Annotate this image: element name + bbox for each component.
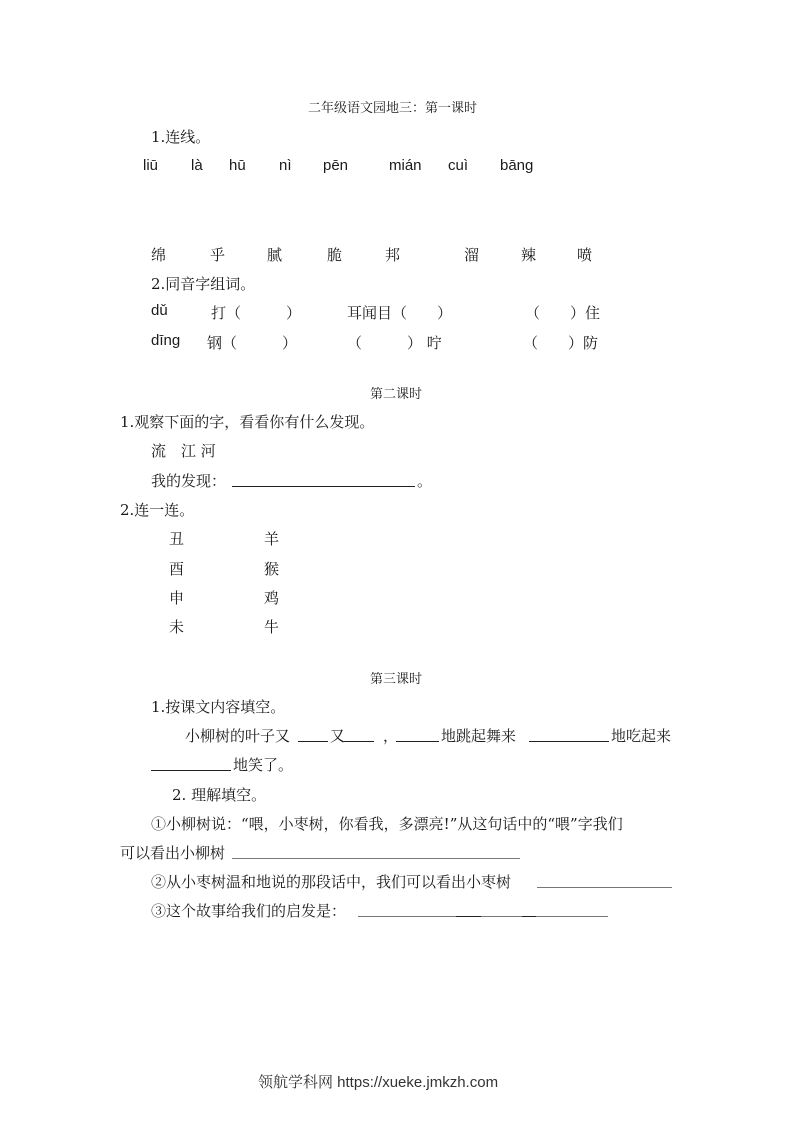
fill-text-d: 地跳起舞来 <box>441 727 517 745</box>
row1-item-c: （ ）住 <box>525 304 601 322</box>
lesson2-title: 第二课时 <box>370 387 423 402</box>
row1-pinyin: dǔ <box>151 302 168 319</box>
row2-item-c: （ ）防 <box>523 334 599 352</box>
fill-text-b: 又 <box>330 727 346 745</box>
pinyin-la: là <box>191 157 203 174</box>
lesson2-chars: 流 江 河 <box>151 442 216 460</box>
zodiac-left-2: 酉 <box>169 560 185 578</box>
hanzi-cui: 脆 <box>327 246 343 264</box>
fill-text-f: 地笑了。 <box>233 756 294 774</box>
hanzi-hu: 乎 <box>210 246 226 264</box>
item3-answer-mark-1 <box>456 916 481 917</box>
item1-line2: 可以看出小柳树 <box>120 844 226 862</box>
fill-blank-1[interactable] <box>298 741 328 742</box>
zodiac-left-4: 未 <box>169 618 185 636</box>
item2-answer-line[interactable] <box>537 887 672 888</box>
fill-blank-3[interactable] <box>396 741 439 742</box>
item3-text: ③这个故事给我们的启发是： <box>151 902 347 920</box>
pinyin-hu: hū <box>229 157 246 174</box>
row2-item-b: （ ） 咛 <box>347 334 442 352</box>
fill-text-e: 地吃起来 <box>611 727 672 745</box>
hanzi-liu: 溜 <box>464 246 480 264</box>
hanzi-pen: 喷 <box>577 246 593 264</box>
fill-blank-2[interactable] <box>344 741 374 742</box>
zodiac-right-2: 猴 <box>264 560 280 578</box>
zodiac-left-3: 申 <box>169 589 185 607</box>
item3-answer-mark-2 <box>522 916 536 917</box>
pinyin-cui: cuì <box>448 157 469 174</box>
item1-line1: ①小柳树说：“喂，小枣树，你看我，多漂亮!”从这句话中的“喂”字我们 <box>151 815 623 833</box>
lesson3-title: 第三课时 <box>370 672 423 687</box>
pinyin-bang: bāng <box>500 157 534 174</box>
pinyin-pen: pēn <box>323 157 349 174</box>
lesson2-q2-label: 2.连一连。 <box>120 501 195 519</box>
pinyin-ni: nì <box>279 157 292 174</box>
fill-text-c: ， <box>383 727 399 745</box>
discover-answer-line[interactable] <box>232 486 415 487</box>
discover-end: 。 <box>417 472 433 490</box>
row2-pinyin: dīng <box>151 332 181 349</box>
hanzi-bang: 邦 <box>385 246 401 264</box>
fill-blank-5[interactable] <box>151 770 231 771</box>
fill-text-a: 小柳树的叶子又 <box>185 727 291 745</box>
zodiac-right-1: 羊 <box>264 530 280 548</box>
pinyin-liu: liū <box>143 157 159 174</box>
row1-item-b: 耳闻目（ ） <box>347 304 453 322</box>
hanzi-mian: 绵 <box>151 246 167 264</box>
discover-label: 我的发现： <box>151 472 227 490</box>
lesson1-q1-label: 1.连线。 <box>151 128 211 146</box>
lesson1-title: 二年级语文园地三：第一课时 <box>308 101 478 116</box>
zodiac-right-4: 牛 <box>264 618 280 636</box>
lesson3-q1-label: 1.按课文内容填空。 <box>151 698 286 716</box>
lesson3-q2-label: 2. 理解填空。 <box>172 786 267 804</box>
item1-answer-line[interactable] <box>232 858 520 859</box>
footer-watermark: 领航学科网 https://xueke.jmkzh.com <box>258 1074 499 1091</box>
item2-text: ②从小枣树温和地说的那段话中，我们可以看出小枣树 <box>151 873 512 891</box>
pinyin-mian: mián <box>389 157 422 174</box>
item3-answer-line[interactable] <box>358 916 608 917</box>
hanzi-ni: 腻 <box>267 246 283 264</box>
hanzi-la: 辣 <box>521 246 537 264</box>
fill-blank-4[interactable] <box>529 741 609 742</box>
zodiac-right-3: 鸡 <box>264 589 280 607</box>
zodiac-left-1: 丑 <box>169 530 185 548</box>
row1-item-a: 打（ ） <box>211 304 302 322</box>
lesson2-q1-label: 1.观察下面的字，看看你有什么发现。 <box>120 413 375 431</box>
lesson1-q2-label: 2.同音字组词。 <box>151 275 256 293</box>
row2-item-a: 钢（ ） <box>207 334 298 352</box>
